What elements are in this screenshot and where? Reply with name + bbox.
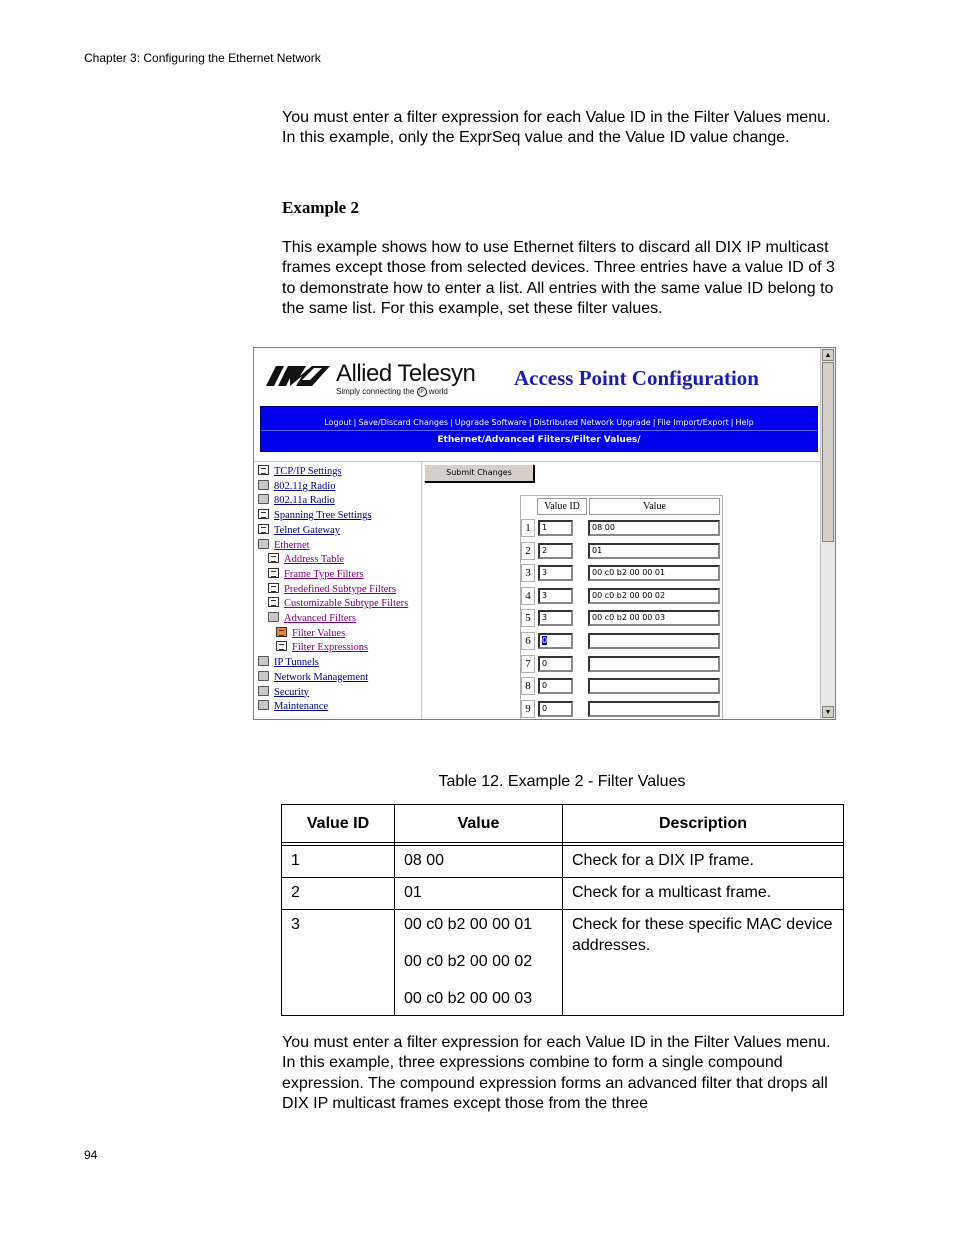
tree-item-label[interactable]: Frame Type Filters [284,568,364,580]
tree-item[interactable] [258,465,342,479]
tree-item-label[interactable]: Predefined Subtype Filters [284,583,396,595]
row-number: 5 [521,609,535,627]
document-icon [258,524,269,534]
nav-distributed-upgrade[interactable]: Distributed Network Upgrade [533,418,651,427]
tree-item-label[interactable]: Ethernet [274,539,310,551]
form-row [521,653,723,675]
folder-icon [258,671,269,681]
row-number: 8 [521,677,535,695]
value-input[interactable] [588,701,720,717]
allied-telesyn-logo-icon [266,364,330,386]
closing-paragraph: You must enter a filter expression for each Value ID in the Filter Values menu. In this example, three expressions combine to form a single compound expression. The compound expression forms an advanced filter that drops all DIX IP multicast frames except those from the three [282,1034,831,1112]
value-header: Value [395,805,563,843]
tree-item-label[interactable]: Spanning Tree Settings [274,510,372,522]
form-row [521,698,723,719]
document-icon [258,509,269,519]
folder-icon [258,656,269,666]
document-icon [268,583,279,593]
filter-values-screenshot [253,347,836,720]
folder-icon [258,480,269,490]
row-number: 7 [521,655,535,673]
tagline-part: world [428,387,448,397]
tree-item[interactable] [258,700,328,714]
value-id-text: 0 [542,681,548,691]
value-id-cell: 1 [282,846,395,878]
tree-item-label[interactable]: Address Table [284,554,345,566]
tree-item[interactable] [258,671,368,685]
brand-tagline [336,387,448,397]
value-id-text: 3 [542,613,548,623]
nav-separator: | [450,418,453,427]
filter-values-form [520,495,723,719]
top-navigation-bar [260,406,818,452]
tagline-part: Simply connecting [336,387,401,397]
table-caption: Table 12. Example 2 - Filter Values [438,773,686,790]
open-folder-icon [258,539,269,549]
tree-item-label[interactable]: Security [274,686,309,698]
value-id-text: 0 [542,703,548,713]
tree-item[interactable] [258,656,319,670]
row-number: 6 [521,632,535,650]
tree-item-label[interactable]: 802.11g Radio [274,480,336,492]
tree-item-label[interactable]: TCP/IP Settings [274,466,342,477]
value-id-text: 1 [542,523,548,532]
tree-item[interactable] [276,627,345,641]
nav-help[interactable]: Help [735,418,754,427]
page-number: 94 [84,1148,98,1162]
form-row [521,517,723,539]
value-input[interactable]: 01 [588,543,720,559]
description-header: Description [563,805,844,843]
value-id-header: Value ID [282,805,395,843]
nav-file-import-export[interactable]: File Import/Export [657,418,729,427]
tree-item[interactable] [258,686,309,700]
tagline-part: the [403,387,415,397]
row-number: 2 [521,542,535,560]
value-id-text: 0 [542,658,548,668]
frame-divider [421,461,422,719]
value-line: 08 00 [404,852,445,869]
value-column-header: Value [589,498,720,515]
tree-item-label[interactable]: Advanced Filters [284,613,357,624]
tree-item[interactable] [268,553,344,567]
tree-item[interactable] [258,480,335,494]
folder-icon [258,494,269,504]
running-header: Chapter 3: Configuring the Ethernet Network [84,51,321,65]
form-row [521,562,723,584]
tree-item[interactable] [258,539,310,553]
value-input[interactable] [588,656,720,672]
folder-icon [258,700,269,710]
value-id-input[interactable] [538,565,573,581]
value-input[interactable] [588,678,720,694]
value-id-cell: 2 [282,878,395,910]
value-id-cell: 3 [282,910,395,1016]
value-id-input[interactable] [538,520,573,536]
tree-item-label[interactable]: IP Tunnels [274,657,319,669]
table-header-row [282,805,844,843]
value-cell [395,878,563,910]
nav-separator: | [353,418,357,427]
tree-item-label[interactable]: Filter Values [292,627,346,639]
value-id-input[interactable] [538,610,573,626]
value-line: 00 c0 b2 00 00 03 [404,990,533,1007]
document-icon [268,553,279,563]
form-row [521,675,723,697]
scroll-down-icon[interactable]: ▼ [822,706,834,718]
description-cell: Check for a multicast frame. [563,878,844,910]
tree-item[interactable] [268,568,364,582]
value-gap [404,935,553,951]
tree-item-label[interactable]: Maintenance [274,701,329,713]
value-id-column-header: Value ID [537,498,587,515]
value-input[interactable]: 00 c0 b2 00 00 02 [588,588,720,604]
value-line: 00 c0 b2 00 00 01 [404,916,533,933]
active-document-icon [276,627,287,637]
value-cell [395,846,563,878]
scroll-thumb[interactable] [822,362,834,542]
nav-separator: | [528,418,532,427]
allied-telesyn-logo [266,360,486,400]
value-id-text: 2 [542,545,548,555]
value-id-input[interactable] [538,588,573,604]
value-id-text: 3 [542,590,548,600]
value-input[interactable]: 00 c0 b2 00 00 01 [588,565,720,581]
nav-separator: | [652,418,656,427]
value-id-input[interactable] [538,633,573,649]
example-heading: Example 2 [282,198,359,217]
nav-upgrade-software[interactable]: Upgrade Software [454,418,527,427]
value-input[interactable]: 08 00 [588,520,720,536]
value-id-text: 3 [542,568,548,578]
tree-item[interactable] [258,494,335,508]
nav-divider [261,430,817,431]
form-row [521,607,723,629]
tree-item[interactable] [268,612,356,626]
document-icon [268,597,279,607]
document-icon [258,465,269,475]
tree-item[interactable] [276,641,368,655]
example-description: This example shows how to use Ethernet filters to discard all DIX IP multicast frames except those from selected devices. Three entries have a value ID of 3 to demonstrate how to enter a list. All entries with the same value ID belong to the same list. For this example, set these filter values. [282,239,835,317]
value-id-input[interactable] [538,701,573,717]
tree-item-label[interactable]: Network Management [274,671,369,683]
value-id-text: 0 [542,636,548,645]
tree-item[interactable] [268,597,408,611]
nav-logout[interactable]: Logout [324,418,352,427]
folder-icon [258,686,269,696]
value-cell [395,910,563,1016]
value-gap [404,972,553,988]
app-title: Access Point Configuration [514,366,759,390]
value-input[interactable]: 00 c0 b2 00 00 03 [588,610,720,626]
brand-name: Allied Telesyn [336,360,476,387]
tree-item[interactable] [268,583,396,597]
row-number: 3 [521,564,535,582]
value-input[interactable] [588,633,720,649]
nav-save-discard[interactable]: Save/Discard Changes [358,418,449,427]
row-number: 1 [521,519,535,537]
value-line: 00 c0 b2 00 00 02 [404,953,533,970]
value-line: 01 [404,884,422,901]
open-folder-icon [268,612,279,622]
tree-item[interactable] [258,524,340,538]
submit-changes-button[interactable]: Submit Changes [424,464,534,482]
document-icon [276,641,287,651]
tree-item[interactable] [258,509,371,523]
row-number: 4 [521,587,535,605]
form-row [521,630,723,652]
nav-links [261,418,817,427]
document-icon [268,568,279,578]
form-row [521,585,723,607]
row-number: 9 [521,700,535,718]
frame-divider [254,461,820,462]
intro-paragraph: You must enter a filter expression for each Value ID in the Filter Values menu. In this example, only the ExprSeq value and the Value ID value change. [282,109,831,147]
description-cell: Check for these specific MAC device addresses. [563,910,844,1016]
vertical-scrollbar[interactable] [820,348,835,719]
value-id-input[interactable] [538,678,573,694]
ip-circle-icon: IP [417,387,427,397]
tree-item-label[interactable]: 802.11a Radio [274,495,335,507]
description-cell: Check for a DIX IP frame. [563,846,844,878]
table-row [282,878,844,910]
scroll-up-icon[interactable]: ▲ [822,349,834,361]
tree-item-label[interactable]: Customizable Subtype Filters [284,598,409,610]
value-id-input[interactable] [538,543,573,559]
filter-values-table [281,804,844,1016]
tree-item-label[interactable]: Filter Expressions [292,642,369,654]
tree-item-label[interactable]: Telnet Gateway [274,524,341,536]
form-row [521,540,723,562]
value-id-input[interactable] [538,656,573,672]
table-row [282,910,844,1016]
breadcrumb: Ethernet/Advanced Filters/Filter Values/ [437,435,641,445]
table-row [282,846,844,878]
nav-separator: | [730,418,734,427]
